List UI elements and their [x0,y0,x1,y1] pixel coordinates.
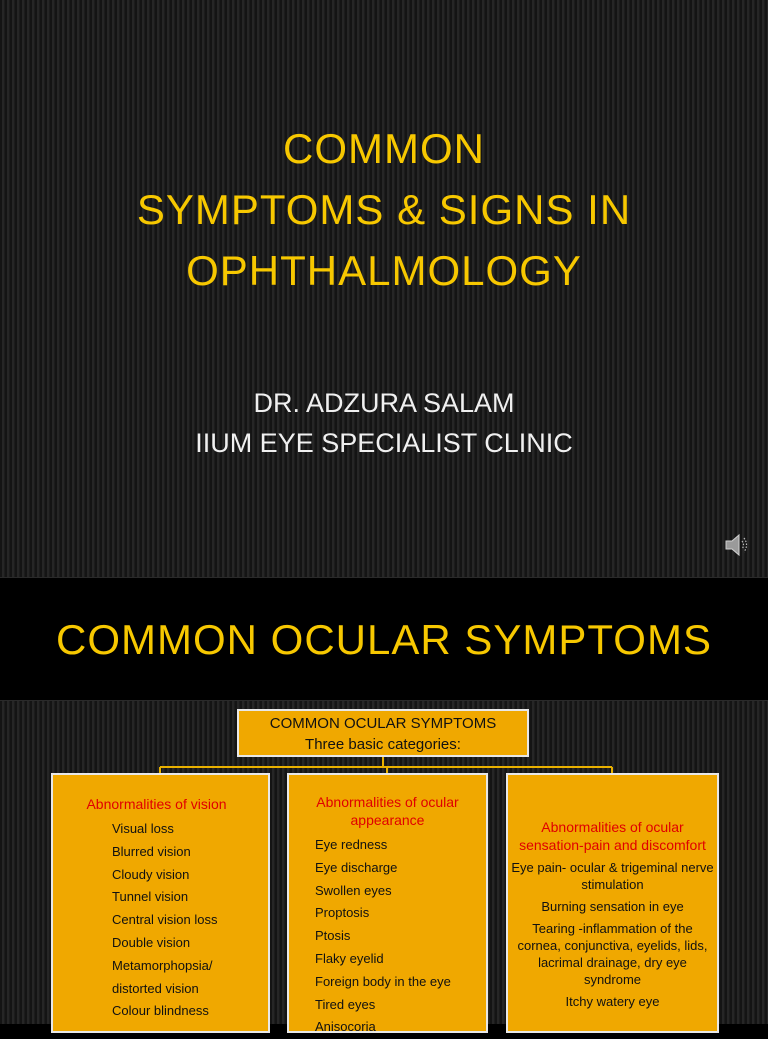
list-item: Flaky eyelid [315,950,384,966]
section-title: COMMON OCULAR SYMPTOMS [56,616,712,663]
category-box-appearance [287,773,488,1033]
slide-title [0,118,768,301]
list-item: Metamorphopsia/ [112,957,213,973]
list-item: Visual loss [112,821,174,836]
list-item: Cloudy vision [112,866,190,882]
list-item: Blurred vision [112,843,191,859]
list-item: Ptosis [315,928,351,944]
category-box-vision [51,773,270,1033]
category-box-sensation [506,773,719,1033]
category-title: Abnormalities of vision [86,796,227,812]
list-item: Foreign body in the eye [315,973,451,989]
title-line: OPHTHALMOLOGY [186,247,582,294]
section-slide [0,577,768,701]
list-item: Tearing -inflammation of the cornea, conjunctiva, eyelids, lids, lacrimal drainage, dry eye syndrome [517,921,708,987]
list-item: Eye pain- ocular & trigeminal nerve stimulation [511,860,714,892]
list-item: Tired eyes [315,996,376,1012]
speaker-icon[interactable] [724,533,750,557]
list-item: Double vision [112,934,191,950]
list-item: Eye redness [315,837,388,852]
header-title: COMMON OCULAR SYMPTOMS [269,715,497,732]
categories-slide [0,701,768,1035]
list-item: Proptosis [315,905,370,921]
author-name: DR. ADZURA SALAM [253,388,515,418]
list-item: Itchy watery eye [565,994,660,1009]
list-item: Eye discharge [315,859,398,875]
header-box [237,709,529,757]
list-item: Burning sensation in eye [541,899,684,914]
category-title: Abnormalities of ocular appearance [316,794,459,828]
list-item: Central vision loss [112,912,218,928]
list-item: Anisocoria [315,1019,376,1035]
organization-name: IIUM EYE SPECIALIST CLINIC [195,428,573,458]
title-line: COMMON [283,125,485,172]
list-item: Swollen eyes [315,882,392,898]
list-item: Colour blindness [112,1003,209,1019]
slide-subtitle [0,383,768,463]
list-item: distorted vision [112,980,199,996]
header-subtitle: Three basic categories: [305,736,461,753]
title-line: SYMPTOMS & SIGNS IN [136,186,632,233]
category-title: Abnormalities of ocular sensation-pain and discomfort [519,819,706,853]
list-item: Tunnel vision [112,889,189,905]
